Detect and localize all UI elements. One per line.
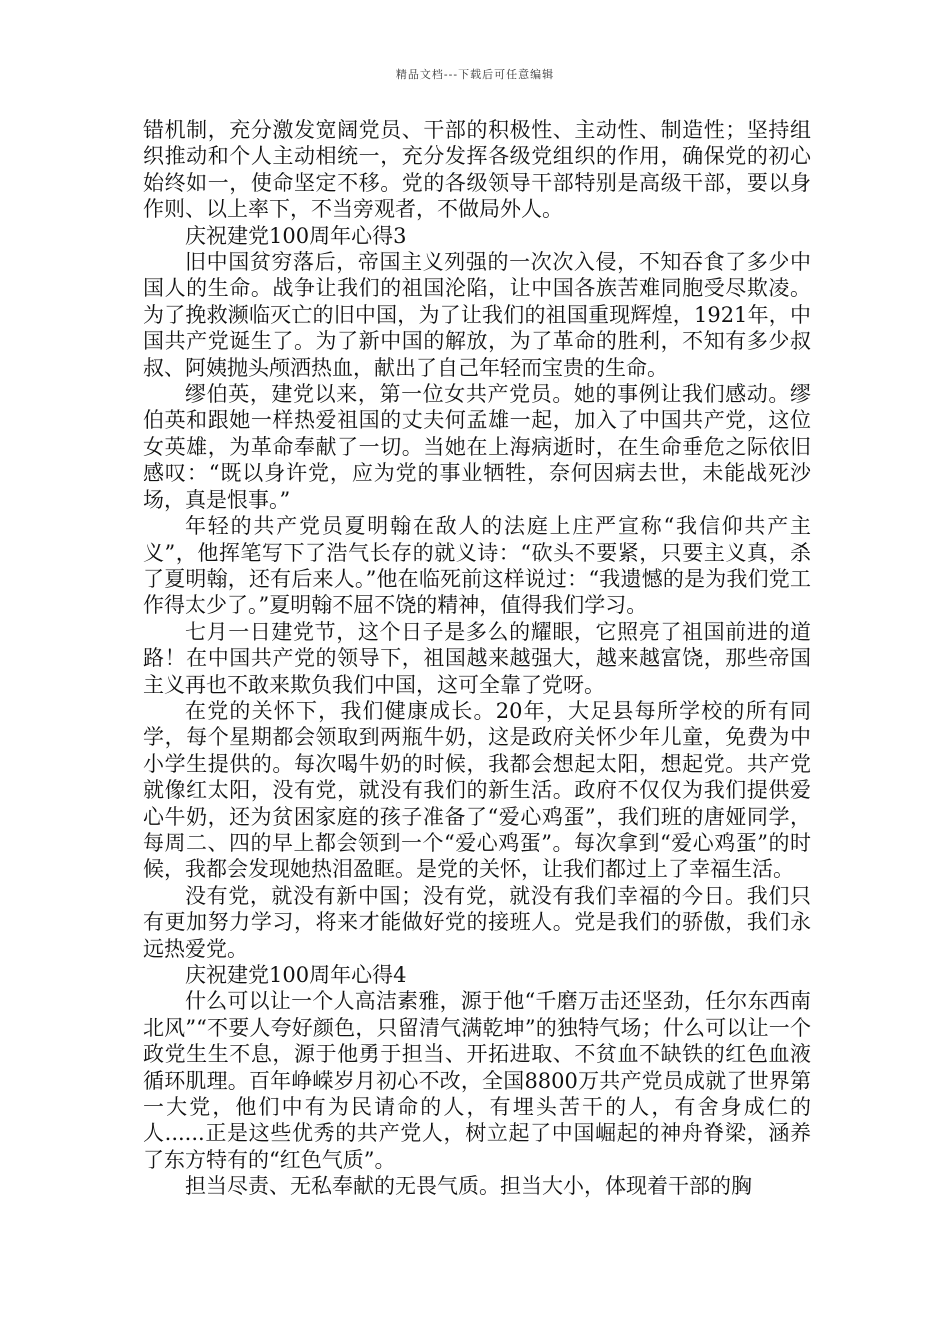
paragraph: 在党的关怀下，我们健康成长。20年，大足县每所学校的所有同学，每个星期都会领取到两瓶牛奶，这是政府关怀少年儿童，免费为中小学生提供的。每次喝牛奶的时候，我都会想起太阳，想起党。共产党就像红太阳，没有党，就没有我们的新生活。政府不仅仅为我们提供爱心牛奶，还为贫困家庭的孩子准备了“爱心鸡蛋”，我们班的唐娅同学，每周二、四的早上都会领到一个“爱心鸡蛋”。每次拿到“爱心鸡蛋”的时候，我都会发现她热泪盈眶。是党的关怀，让我们都过上了幸福生活。: [143, 698, 811, 882]
paragraph: 旧中国贫穷落后，帝国主义列强的一次次入侵，不知吞食了多少中国人的生命。战争让我们的祖国沦陷，让中国各族苦难同胞受尽欺凌。为了挽救濒临灭亡的旧中国，为了让我们的祖国重现辉煌，1921年，中国共产党诞生了。为了新中国的解放，为了革命的胜利，不知有多少叔叔、阿姨抛头颅洒热血，献出了自己年轻而宝贵的生命。: [143, 250, 811, 380]
paragraph: 什么可以让一个人高洁素雅，源于他“千磨万击还坚劲，任尔东西南北风”“不要人夸好颜色，只留清气满乾坤”的独特气场；什么可以让一个政党生生不息，源于他勇于担当、开拓进取、不贫血不缺铁的红色血液循环肌理。百年峥嵘岁月初心不改，全国8800万共产党员成就了世界第一大党，他们中有为民请命的人，有埋头苦干的人，有舍身成仁的人......正是这些优秀的共产党人，树立起了中国崛起的神舟脊梁，涵养了东方特有的“红色气质”。: [143, 989, 811, 1172]
paragraph: 担当尽责、无私奉献的无畏气质。担当大小，体现着干部的胸: [185, 1174, 752, 1199]
paragraph: 没有党，就没有新中国；没有党，就没有我们幸福的今日。我们只有更加努力学习，将来才能做好党的接班人。党是我们的骄傲，我们永远热爱党。: [143, 883, 811, 961]
paragraph: 七月一日建党节，这个日子是多么的耀眼，它照亮了祖国前进的道路！在中国共产党的领导下，祖国越来越强大，越来越富饶，那些帝国主义再也不敢来欺负我们中国，这可全靠了党呀。: [143, 619, 811, 697]
document-body: [143, 117, 811, 1200]
section-heading-3: 庆祝建党100周年心得3: [185, 223, 407, 248]
paragraph: 年轻的共产党员夏明翰在敌人的法庭上庄严宣称“我信仰共产主义”，他挥笔写下了浩气长存的就义诗：“砍头不要紧，只要主义真，杀了夏明翰，还有后来人。”他在临死前这样说过：“我遗憾的是为我们党工作得太少了。”夏明翰不屈不饶的精神，值得我们学习。: [143, 514, 811, 618]
paragraph: 缪伯英，建党以来，第一位女共产党员。她的事例让我们感动。缪伯英和跟她一样热爱祖国的丈夫何孟雄一起，加入了中国共产党，这位女英雄，为革命奉献了一切。当她在上海病逝时，在生命垂危之际依旧感叹：“既以身许党，应为党的事业牺牲，奈何因病去世，未能战死沙场，真是恨事。”: [143, 382, 811, 512]
page-header: 精品文档---下载后可任意编辑: [395, 68, 555, 81]
section-heading-4: 庆祝建党100周年心得4: [185, 963, 407, 987]
paragraph-continuation: 错机制，充分激发宽阔党员、干部的积极性、主动性、制造性；坚持组织推动和个人主动相统一，充分发挥各级党组织的作用，确保党的初心始终如一，使命坚定不移。党的各级领导干部特别是高级干部，要以身作则、以上率下，不当旁观者，不做局外人。: [143, 118, 811, 222]
